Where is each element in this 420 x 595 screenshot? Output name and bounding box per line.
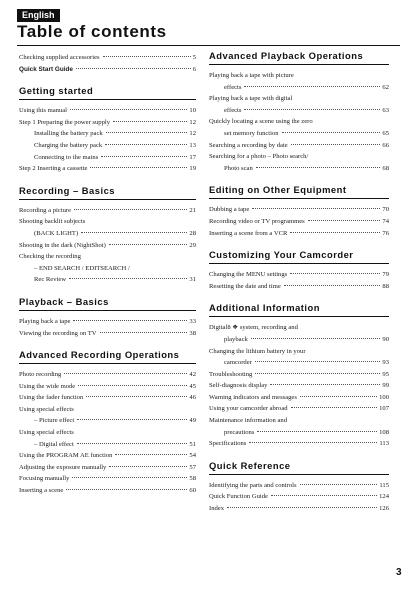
toc-section-advanced-playback-operations (209, 50, 389, 174)
toc-entry[interactable] (19, 205, 196, 217)
toc-entry[interactable] (19, 140, 196, 152)
dot-leader (74, 209, 187, 210)
toc-section-editing-on-other-equipment (209, 184, 389, 239)
dot-leader (244, 86, 380, 87)
toc-entry-text: – END SEARCH / EDITSEARCH / (34, 263, 131, 275)
toc-section-intro (19, 52, 196, 75)
toc-page-number: 31 (189, 276, 196, 284)
toc-entry-text: Charging the battery pack (34, 140, 103, 152)
toc-entry-text: camcorder (224, 357, 253, 369)
toc-entry-text: Shooting in the dark (NightShot) (19, 240, 107, 252)
toc-entry[interactable] (19, 404, 196, 427)
toc-entry[interactable] (19, 105, 196, 117)
toc-entry-text: Checking supplied accessories (19, 52, 101, 64)
toc-entry[interactable] (19, 485, 196, 497)
toc-entry-text: Quick Function Guide (209, 491, 269, 503)
toc-entry[interactable] (209, 415, 389, 438)
toc-entry[interactable] (209, 204, 389, 216)
toc-section-additional-information (209, 302, 389, 450)
toc-entry-text: Step 1 Preparing the power supply (19, 117, 111, 129)
section-heading: Customizing Your Camcorder (209, 249, 389, 264)
toc-entry-text: Changing the MENU settings (209, 269, 288, 281)
toc-section-recording-basics (19, 185, 196, 286)
section-heading: Advanced Recording Operations (19, 349, 196, 364)
toc-entry-text: Recording video or TV programmes (209, 216, 306, 228)
dot-leader (90, 167, 187, 168)
dot-leader (270, 384, 380, 385)
toc-page-number: 29 (189, 241, 196, 249)
toc-entry-text: Connecting to the mains (34, 152, 99, 164)
toc-page-number: 42 (189, 371, 196, 379)
section-heading: Additional Information (209, 302, 389, 317)
toc-entry[interactable] (209, 503, 389, 515)
toc-page-number: 57 (189, 463, 196, 471)
toc-page-number: 100 (379, 393, 389, 401)
toc-entry-text: Maintenance information and (209, 415, 288, 427)
toc-entry[interactable] (19, 462, 196, 474)
toc-page-number: 5 (192, 54, 196, 61)
toc-entry-text: Dubbing a tape (209, 204, 250, 216)
dot-leader (255, 361, 381, 362)
toc-entry-text: Specifications (209, 438, 247, 450)
toc-entry[interactable] (19, 240, 196, 252)
toc-page-number: 70 (382, 206, 389, 214)
dot-leader (290, 273, 380, 274)
toc-entry-text: playback (224, 334, 249, 346)
toc-page-number: 38 (189, 329, 196, 337)
dot-leader (81, 232, 187, 233)
toc-entry[interactable] (209, 140, 389, 152)
dot-leader (284, 285, 381, 286)
toc-page-number: 12 (189, 130, 196, 138)
toc-entry-text: Playing back a tape with digital (209, 93, 293, 105)
dot-leader (72, 477, 187, 478)
toc-entry-text: Quick Start Guide (19, 64, 74, 76)
dot-leader (252, 208, 380, 209)
dot-leader (249, 442, 377, 443)
toc-entry[interactable] (19, 117, 196, 129)
toc-entry-text: set memory function (224, 128, 280, 140)
toc-page-number: 115 (379, 481, 389, 489)
dot-leader (257, 431, 377, 432)
dot-leader (109, 466, 187, 467)
toc-entry-text: Warning indicators and messages (209, 392, 298, 404)
toc-entry-text: – Picture effect (34, 415, 75, 427)
dot-leader (255, 373, 380, 374)
toc-page-number: 46 (189, 394, 196, 402)
toc-entry[interactable] (19, 52, 196, 64)
toc-entry-text: Searching for a photo – Photo search/ (209, 151, 309, 163)
toc-entry-text: Playing back a tape with picture (209, 70, 295, 82)
page-number: 3 (396, 567, 402, 578)
toc-entry-text: precautions (224, 427, 255, 439)
dot-leader (251, 338, 381, 339)
toc-entry-text: Quickly locating a scene using the zero (209, 116, 314, 128)
toc-page-number: 45 (189, 382, 196, 390)
toc-entry[interactable] (209, 403, 389, 415)
toc-entry-text: Self-diagnosis display (209, 380, 268, 392)
toc-entry[interactable] (209, 480, 389, 492)
toc-page-number: 58 (189, 475, 196, 483)
title-rule (17, 45, 400, 46)
dot-leader (109, 244, 188, 245)
toc-entry[interactable] (19, 392, 196, 404)
toc-page-number: 6 (192, 65, 196, 73)
dot-leader (100, 332, 188, 333)
toc-entry-text: (BACK LIGHT) (34, 228, 79, 240)
toc-page-number: 10 (189, 107, 196, 115)
dot-leader (76, 68, 191, 69)
dot-leader (113, 121, 187, 122)
toc-page-number: 13 (189, 141, 196, 149)
dot-leader (77, 443, 188, 444)
toc-entry[interactable] (209, 438, 389, 450)
toc-entry[interactable] (209, 151, 389, 174)
toc-entry-text: Searching a recording by date (209, 140, 289, 152)
toc-page-number: 90 (382, 335, 389, 343)
toc-entry-text: Step 2 Inserting a cassette (19, 163, 88, 175)
toc-entry-text: Photo recording (19, 369, 62, 381)
section-heading: Advanced Playback Operations (209, 50, 389, 65)
toc-entry-text: Installing the battery pack (34, 128, 104, 140)
dot-leader (244, 109, 380, 110)
toc-entry[interactable] (19, 64, 196, 76)
toc-entry-text: Focusing manually (19, 473, 70, 485)
toc-entry[interactable] (209, 269, 389, 281)
toc-page-number: 54 (189, 452, 196, 460)
toc-entry-text: Troubleshooting (209, 369, 253, 381)
toc-entry[interactable] (209, 281, 389, 293)
toc-page-number: 108 (379, 428, 389, 436)
dot-leader (291, 407, 378, 408)
section-heading: Quick Reference (209, 460, 389, 475)
dot-leader (66, 489, 187, 490)
toc-entry-text: Resetting the date and time (209, 281, 282, 293)
toc-entry-text: Index (209, 503, 225, 515)
dot-leader (115, 454, 187, 455)
toc-entry-text: Changing the lithium battery in your (209, 346, 307, 358)
dot-leader (300, 396, 377, 397)
toc-entry-text: Adjusting the exposure manually (19, 462, 107, 474)
toc-entry[interactable] (209, 216, 389, 228)
toc-page-number: 99 (382, 382, 389, 390)
dot-leader (103, 56, 191, 57)
toc-column-right (209, 50, 389, 525)
dot-leader (282, 132, 381, 133)
toc-entry-text: Viewing the recording on TV (19, 328, 98, 340)
toc-section-getting-started (19, 85, 196, 175)
dot-leader (300, 484, 378, 485)
toc-entry[interactable] (19, 381, 196, 393)
toc-section-quick-reference (209, 460, 389, 515)
toc-page-number: 107 (379, 405, 389, 413)
toc-entry-text: Using the PROGRAM AE function (19, 450, 113, 462)
toc-page-number: 113 (379, 440, 389, 448)
toc-entry[interactable] (209, 322, 389, 345)
toc-page-number: 65 (382, 129, 389, 137)
toc-page-number: 88 (382, 282, 389, 290)
toc-page-number: 95 (382, 370, 389, 378)
toc-entry-text: Inserting a scene (19, 485, 64, 497)
page-title: Table of contents (17, 22, 167, 41)
toc-entry-text: Using special effects (19, 427, 75, 439)
toc-page-number: 74 (382, 217, 389, 225)
toc-entry-text: Playing back a tape (19, 316, 71, 328)
dot-leader (77, 419, 187, 420)
toc-page-number: 76 (382, 229, 389, 237)
toc-entry[interactable] (19, 427, 196, 450)
toc-entry[interactable] (19, 128, 196, 140)
dot-leader (271, 495, 377, 496)
toc-entry[interactable] (209, 491, 389, 503)
toc-entry-text: Photo scan (224, 163, 254, 175)
toc-page-number: 17 (189, 153, 196, 161)
toc-entry-text: effects (224, 105, 242, 117)
toc-page-number: 33 (189, 317, 196, 325)
dot-leader (106, 132, 188, 133)
dot-leader (70, 109, 187, 110)
language-badge: English (17, 9, 60, 22)
toc-entry[interactable] (19, 473, 196, 485)
toc-entry-text: Using special effects (19, 404, 75, 416)
dot-leader (308, 220, 381, 221)
toc-page-number: 62 (382, 83, 389, 91)
dot-leader (78, 385, 187, 386)
section-heading: Getting started (19, 85, 196, 100)
toc-entry-text: Recording a picture (19, 205, 72, 217)
toc-entry-text: Using the fader function (19, 392, 84, 404)
toc-column-left (19, 50, 196, 507)
toc-entry-text: – Digital effect (34, 439, 75, 451)
toc-entry-text: Digital8 ❖ system, recording and (209, 322, 299, 334)
toc-entry[interactable] (19, 152, 196, 164)
toc-page-number: 19 (189, 165, 196, 173)
toc-page-number: 124 (379, 493, 389, 501)
toc-entry-text: Shooting backlit subjects (19, 216, 86, 228)
section-heading: Editing on Other Equipment (209, 184, 389, 199)
dot-leader (105, 144, 187, 145)
toc-entry[interactable] (209, 93, 389, 116)
toc-page-number: 66 (382, 141, 389, 149)
toc-page-number: 21 (189, 206, 196, 214)
section-heading: Playback – Basics (19, 296, 196, 311)
toc-entry-text: Rec Review (34, 274, 67, 286)
dot-leader (69, 278, 187, 279)
toc-page-number: 12 (189, 118, 196, 126)
dot-leader (256, 167, 381, 168)
dot-leader (73, 320, 187, 321)
toc-entry-text: Using the wide mode (19, 381, 76, 393)
toc-entry[interactable] (19, 251, 196, 286)
toc-page-number: 28 (189, 229, 196, 237)
toc-entry[interactable] (19, 216, 196, 239)
toc-entry[interactable] (209, 392, 389, 404)
toc-entry[interactable] (19, 316, 196, 328)
toc-entry[interactable] (19, 450, 196, 462)
toc-entry[interactable] (209, 70, 389, 93)
dot-leader (290, 232, 380, 233)
toc-entry-text: Using your camcorder abroad (209, 403, 289, 415)
toc-entry-text: Checking the recording (19, 251, 82, 263)
toc-page-number: 51 (189, 440, 196, 448)
toc-entry[interactable] (209, 228, 389, 240)
toc-page-number: 79 (382, 271, 389, 279)
toc-entry[interactable] (19, 369, 196, 381)
dot-leader (64, 373, 187, 374)
toc-entry-text: effects (224, 82, 242, 94)
dot-leader (101, 156, 187, 157)
toc-entry[interactable] (19, 328, 196, 340)
toc-section-advanced-recording-operations (19, 349, 196, 497)
dot-leader (227, 507, 377, 508)
section-heading: Recording – Basics (19, 185, 196, 200)
dot-leader (291, 144, 381, 145)
toc-page-number: 60 (189, 487, 196, 495)
toc-entry-text: Identifying the parts and controls (209, 480, 298, 492)
toc-entry[interactable] (209, 369, 389, 381)
toc-page-number: 49 (189, 417, 196, 425)
toc-entry[interactable] (209, 380, 389, 392)
toc-entry[interactable] (209, 116, 389, 139)
toc-page-number: 93 (382, 359, 389, 367)
dot-leader (86, 396, 187, 397)
toc-section-customizing-your-camcorder (209, 249, 389, 292)
toc-entry[interactable] (19, 163, 196, 175)
toc-section-playback-basics (19, 296, 196, 339)
toc-entry[interactable] (209, 346, 389, 369)
toc-page-number: 68 (382, 164, 389, 172)
toc-entry-text: Inserting a scene from a VCR (209, 228, 288, 240)
toc-page-number: 63 (382, 106, 389, 114)
toc-entry-text: Using this manual (19, 105, 68, 117)
toc-page-number: 126 (379, 505, 389, 513)
